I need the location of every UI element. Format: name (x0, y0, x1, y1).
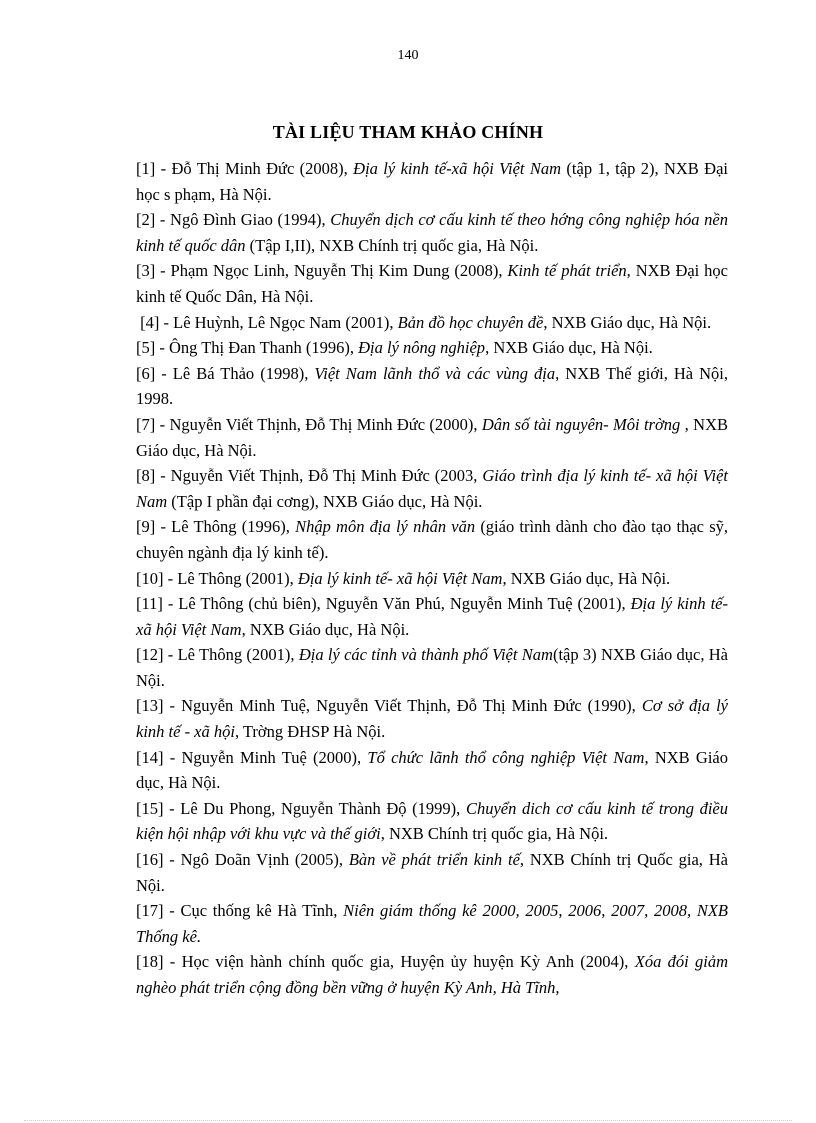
reference-item: [6] - Lê Bá Thảo (1998), Việt Nam lãnh thổ và các vùng địa, NXB Thế giới, Hà Nội, 1998. (136, 363, 729, 409)
reference-item: [5] - Ông Thị Đan Thanh (1996), Địa lý nông nghiệp, NXB Giáo dục, Hà Nội. (136, 338, 653, 358)
reference-item: [2] - Ngô Đình Giao (1994), Chuyển dịch cơ cấu kinh tế theo hớng công nghiệp hóa nền kinh tế quốc dân (Tập I,II), NXB Chính trị quốc gia, Hà Nội. (136, 210, 728, 255)
reference-item: [18] - Học viện hành chính quốc gia, Huyện ủy huyện Kỳ Anh (2004), Xóa đói giảm nghèo phát triển cộng đồng bền vững ở huyện Kỳ Anh, Hà Tĩnh, (136, 952, 728, 997)
reference-item: [8] - Nguyễn Viết Thịnh, Đỗ Thị Minh Đức (2003, Giáo trình địa lý kinh tế- xã hội Việt Nam (Tập I phần đại cơng), NXB Giáo dục, Hà Nội. (136, 466, 728, 511)
reference-item: [4] - Lê Huỳnh, Lê Ngọc Nam (2001), Bản đồ học chuyên đề, NXB Giáo dục, Hà Nội. (136, 312, 712, 332)
reference-item: [10] - Lê Thông (2001), Địa lý kinh tế- xã hội Việt Nam, NXB Giáo dục, Hà Nội. (136, 568, 671, 588)
reference-item: [11] - Lê Thông (chủ biên), Nguyễn Văn Phú, Nguyễn Minh Tuệ (2001), Địa lý kinh tế- xã hội Việt Nam, NXB Giáo dục, Hà Nội. (136, 594, 729, 639)
page-title: TÀI LIỆU THAM KHẢO CHÍNH (272, 122, 544, 142)
reference-item: [15] - Lê Du Phong, Nguyễn Thành Độ (1999), Chuyển dich cơ cấu kinh tế trong điều kiện hội nhập với khu vực và thế giới, NXB Chính trị quốc gia, Hà Nội. (136, 798, 728, 844)
reference-item: [9] - Lê Thông (1996), Nhập môn địa lý nhân văn (giáo trình dành cho đào tạo thạc sỹ, chuyên ngành địa lý kinh tế). (136, 517, 728, 562)
page-number: 140 (397, 48, 419, 63)
reference-item: [3] - Phạm Ngọc Linh, Nguyễn Thị Kim Dung (2008), Kinh tế phát triển, NXB Đại học kinh tế Quốc Dân, Hà Nội. (136, 261, 728, 306)
page-bottom-divider (24, 1120, 792, 1121)
reference-item: [7] - Nguyễn Viết Thịnh, Đỗ Thị Minh Đức (2000), Dân số tài nguyên- Môi trờng , NXB Giáo dục, Hà Nội. (136, 414, 728, 460)
reference-item: [13] - Nguyễn Minh Tuệ, Nguyễn Viết Thịnh, Đỗ Thị Minh Đức (1990), Cơ sở địa lý kinh tế - xã hội, Trờng ĐHSP Hà Nội. (136, 696, 728, 742)
reference-item: [16] - Ngô Doãn Vịnh (2005), Bàn về phát triển kinh tế, NXB Chính trị Quốc gia, Hà Nội. (136, 850, 728, 895)
reference-item: [17] - Cục thống kê Hà Tĩnh, Niên giám thống kê 2000, 2005, 2006, 2007, 2008, NXB Thống kê. (136, 901, 728, 946)
reference-item: [1] - Đỗ Thị Minh Đức (2008), Địa lý kinh tế-xã hội Việt Nam (tập 1, tập 2), NXB Đại học s phạm, Hà Nội. (136, 159, 728, 204)
reference-item: [12] - Lê Thông (2001), Địa lý các tỉnh và thành phố Việt Nam(tập 3) NXB Giáo dục, Hà Nội. (136, 645, 728, 690)
reference-list (136, 156, 728, 1001)
reference-item: [14] - Nguyễn Minh Tuệ (2000), Tổ chức lãnh thổ công nghiệp Việt Nam, NXB Giáo dục, Hà Nội. (136, 747, 728, 793)
